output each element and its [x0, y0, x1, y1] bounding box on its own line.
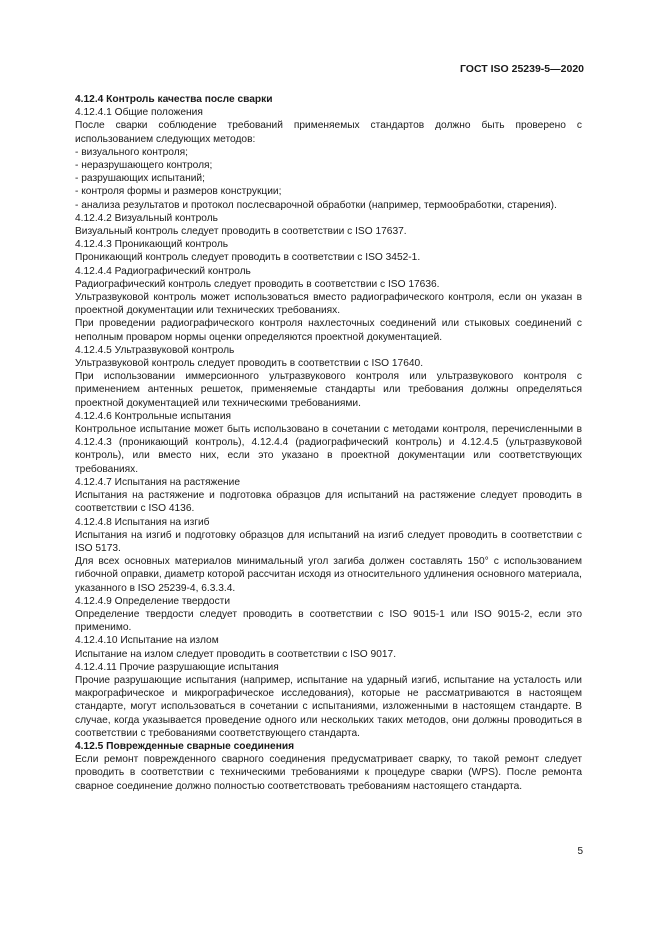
- section-heading: 4.12.4 Контроль качества после сварки: [75, 94, 273, 105]
- subsection-heading: 4.12.4.7 Испытания на растяжение: [75, 476, 240, 488]
- document-id: ГОСТ ISO 25239-5—2020: [459, 63, 584, 75]
- paragraph: Ультразвуковой контроль может использоваться вместо радиографического контроля, если он указан в проектной документации или технических требованиях.: [75, 292, 582, 317]
- subsection-heading: 4.12.4.9 Определение твердости: [75, 595, 231, 607]
- paragraph: Испытание на излом следует проводить в соответствии с ISO 9017.: [75, 648, 397, 660]
- paragraph: Испытания на изгиб и подготовку образцов для испытаний на изгиб следует проводить в соответствии с ISO 5173.: [75, 529, 582, 554]
- subsection-heading: 4.12.4.11 Прочие разрушающие испытания: [75, 661, 279, 673]
- paragraph: Радиографический контроль следует проводить в соответствии с ISO 17636.: [75, 278, 440, 290]
- paragraph: При использовании иммерсионного ультразвукового контроля или ультразвукового контроля с применением антенных решеток, применяемые стандарты или требования должны определяться проектной документацией или техническими требованиями.: [75, 371, 582, 409]
- list-item: - анализа результатов и протокол послесварочной обработки (например, термообработки, старения).: [75, 199, 557, 211]
- subsection-heading: 4.12.4.1 Общие положения: [75, 107, 203, 119]
- subsection-heading: 4.12.4.3 Проникающий контроль: [75, 239, 229, 251]
- subsection-heading: 4.12.4.8 Испытания на изгиб: [75, 516, 210, 528]
- paragraph: Контрольное испытание может быть использовано в сочетании с методами контроля, перечисленными в 4.12.4.3 (проникающий контроль), 4.12.4.4 (радиографический контроль) и 4.12.4.5 (ультразвуковой контроль), или вместо них, если это указано в проектной документации или соответствующих требованиях.: [75, 424, 582, 475]
- paragraph: Прочие разрушающие испытания (например, испытание на ударный изгиб, испытание на усталость или макрографическое и микрографическое исследования), которые не рассматриваются в настоящем стандарте, могут использоваться в сочетании с испытаниями, изложенными в настоящем стандарте. В случае, когда указывается проведение одного или нескольких таких методов, они должны проводиться в соответствии с требованиями соответствующего стандарта.: [75, 674, 582, 739]
- paragraph: Проникающий контроль следует проводить в соответствии с ISO 3452-1.: [75, 252, 421, 264]
- subsection-heading: 4.12.4.4 Радиографический контроль: [75, 265, 251, 277]
- subsection-heading: 4.12.4.2 Визуальный контроль: [75, 212, 218, 224]
- list-item: - разрушающих испытаний;: [75, 173, 205, 185]
- paragraph: Ультразвуковой контроль следует проводить в соответствии с ISO 17640.: [75, 358, 424, 370]
- list-item: - контроля формы и размеров конструкции;: [75, 186, 282, 198]
- subsection-heading: 4.12.4.6 Контрольные испытания: [75, 410, 232, 422]
- subsection-heading: 4.12.4.10 Испытание на излом: [75, 635, 219, 647]
- list-item: - неразрушающего контроля;: [75, 160, 213, 172]
- list-item: - визуального контроля;: [75, 146, 188, 158]
- paragraph: Визуальный контроль следует проводить в соответствии с ISO 17637.: [75, 226, 407, 238]
- paragraph: Испытания на растяжение и подготовка образцов для испытаний на растяжение следует проводить в соответствии с ISO 4136.: [75, 490, 582, 515]
- paragraph: Для всех основных материалов минимальный угол загиба должен составлять 150° с использованием гибочной оправки, диаметр которой рассчитан исходя из относительного удлинения основного материала, указанного в ISO 25239-4, 6.3.3.4.: [75, 556, 582, 594]
- section-heading: 4.12.5 Поврежденные сварные соединения: [75, 740, 295, 752]
- paragraph: После сварки соблюдение требований применяемых стандартов должно быть проверено с использованием следующих методов:: [75, 120, 582, 145]
- paragraph: При проведении радиографического контроля нахлесточных соединений или стыковых соединений с неполным проваром нормы оценки определяются проектной документацией.: [75, 318, 582, 343]
- subsection-heading: 4.12.4.5 Ультразвуковой контроль: [75, 344, 235, 356]
- paragraph: Определение твердости следует проводить в соответствии с ISO 9015-1 или ISO 9015-2, если это применимо.: [75, 608, 582, 634]
- document-body: [75, 93, 582, 793]
- page-number: 5: [577, 846, 583, 857]
- paragraph: Если ремонт поврежденного сварного соединения предусматривает сварку, то такой ремонт следует проводить в соответствии с техническими требованиями к процедуре сварки (WPS). После ремонта сварное соединение должно полностью соответствовать требованиям настоящего стандарта.: [75, 754, 582, 792]
